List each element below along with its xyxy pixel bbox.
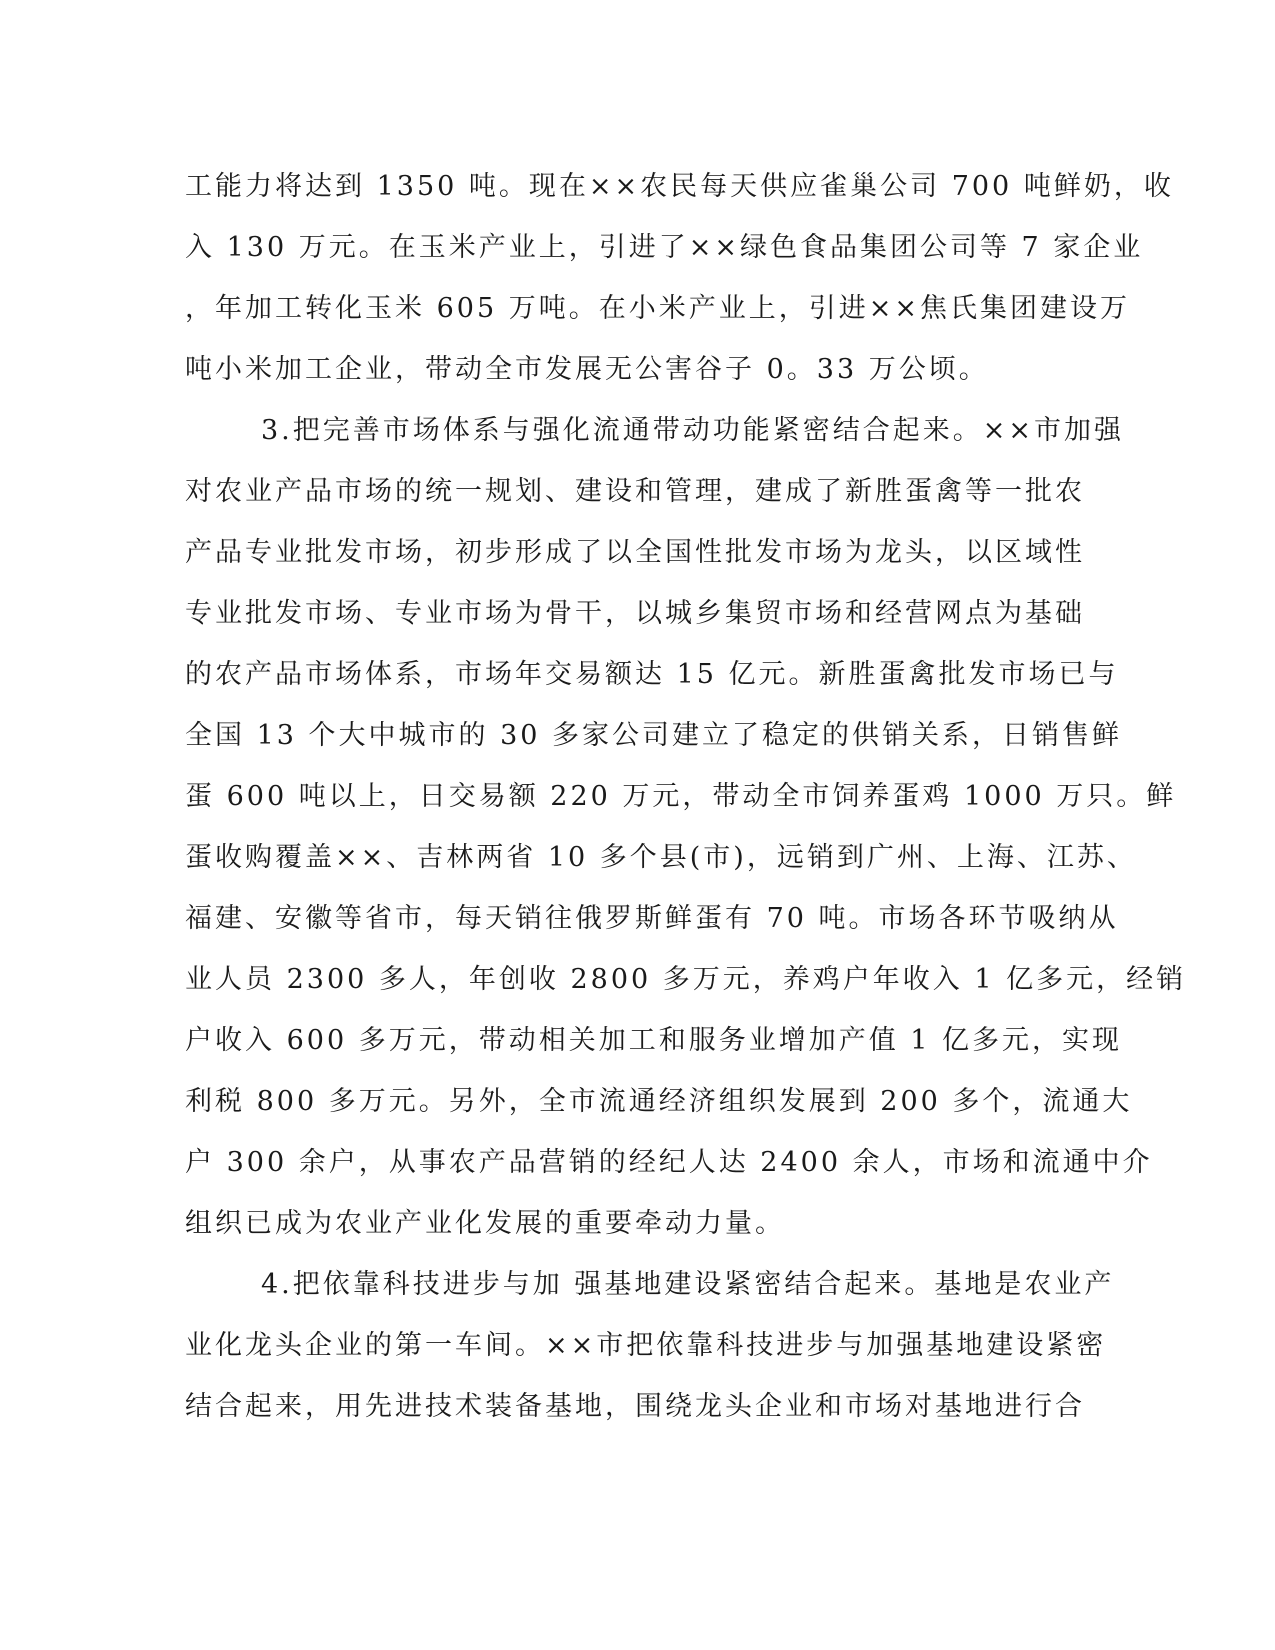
text-line: ，年加工转化玉米 605 万吨。在小米产业上，引进××焦氏集团建设万 [185,293,1130,324]
text-line: 组织已成为农业产业化发展的重要牵动力量。 [185,1208,785,1239]
text-line: 蛋收购覆盖××、吉林两省 10 多个县(市)，远销到广州、上海、江苏、 [185,842,1137,873]
text-line: 专业批发市场、专业市场为骨干，以城乡集贸市场和经营网点为基础 [185,598,1085,629]
text-line: 结合起来，用先进技术装备基地，围绕龙头企业和市场对基地进行合 [185,1391,1085,1422]
text-line: 蛋 600 吨以上，日交易额 220 万元，带动全市饲养蛋鸡 1000 万只。鲜 [185,781,1177,812]
paragraph-heading-line: 4.把依靠科技进步与加 强基地建设紧密结合起来。基地是农业产 [261,1269,1115,1300]
text-line: 全国 13 个大中城市的 30 多家公司建立了稳定的供销关系，日销售鲜 [185,720,1123,751]
text-line: 户收入 600 多万元，带动相关加工和服务业增加产值 1 亿多元，实现 [185,1025,1123,1056]
document-body [185,156,1187,1437]
text-line: 吨小米加工企业，带动全市发展无公害谷子 0。33 万公顷。 [185,354,989,385]
text-line: 产品专业批发市场，初步形成了以全国性批发市场为龙头，以区域性 [185,537,1085,568]
text-line: 利税 800 多万元。另外，全市流通经济组织发展到 200 多个，流通大 [185,1086,1133,1117]
text-line: 工能力将达到 1350 吨。现在××农民每天供应雀巢公司 700 吨鲜奶，收 [185,171,1174,202]
text-line: 对农业产品市场的统一规划、建设和管理，建成了新胜蛋禽等一批农 [185,476,1085,507]
text-line: 福建、安徽等省市，每天销往俄罗斯鲜蛋有 70 吨。市场各环节吸纳从 [185,903,1119,934]
text-line: 户 300 余户，从事农产品营销的经纪人达 2400 余人，市场和流通中介 [185,1147,1153,1178]
paragraph-heading-line: 3.把完善市场体系与强化流通带动功能紧密结合起来。××市加强 [261,415,1125,446]
text-line: 的农产品市场体系，市场年交易额达 15 亿元。新胜蛋禽批发市场已与 [185,659,1119,690]
text-line: 入 130 万元。在玉米产业上，引进了××绿色食品集团公司等 7 家企业 [185,232,1144,263]
text-line: 业人员 2300 多人，年创收 2800 多万元，养鸡户年收入 1 亿多元，经销 [185,964,1187,995]
text-line: 业化龙头企业的第一车间。××市把依靠科技进步与加强基地建设紧密 [185,1330,1107,1361]
